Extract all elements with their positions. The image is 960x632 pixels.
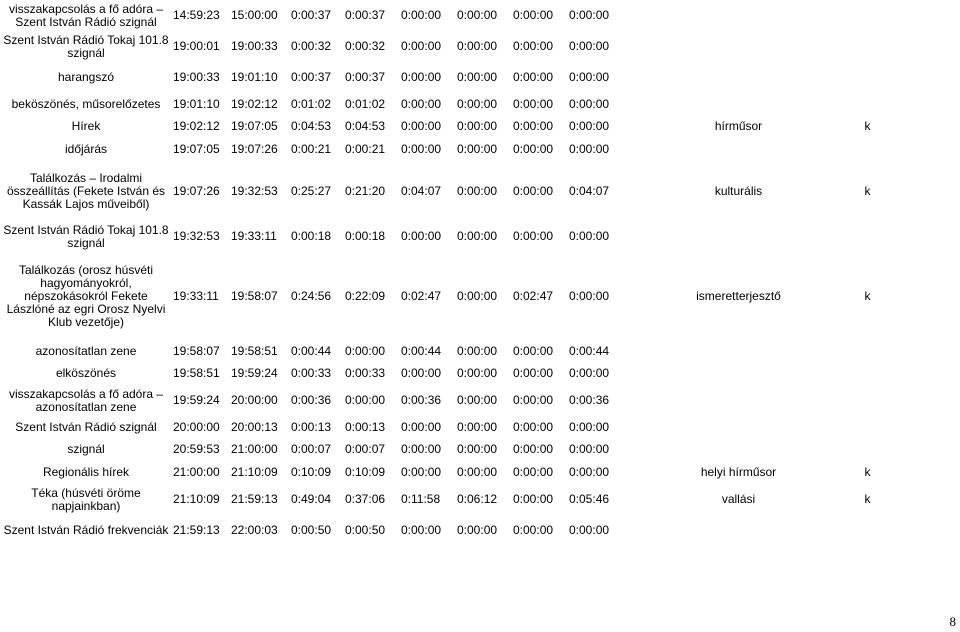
table-row (0, 138, 938, 161)
duration: 0:00:37 (291, 70, 332, 84)
duration: 0:10:09 (291, 465, 332, 479)
other-music-time: 0:00:00 (569, 96, 610, 111)
genre (680, 385, 797, 416)
duration: 0:04:53 (291, 119, 332, 133)
genre (680, 438, 797, 461)
european-music-time: 0:00:00 (513, 8, 554, 22)
speech-time: 0:00:00 (345, 343, 386, 358)
european-music-time: 0:00:00 (513, 70, 554, 84)
table-row (0, 515, 938, 546)
speech-time: 0:21:20 (345, 183, 386, 198)
speech-time: 0:22:09 (345, 288, 386, 303)
category-flag (797, 138, 938, 161)
european-music-time: 0:00:00 (513, 465, 554, 479)
genre (680, 221, 797, 252)
duration: 0:00:18 (291, 229, 332, 243)
speech-time: 0:00:37 (345, 70, 386, 84)
category-flag (797, 416, 938, 438)
hungarian-music-time: 0:00:00 (457, 39, 498, 53)
european-music-time: 0:00:00 (513, 442, 554, 456)
hungarian-music-time: 0:00:00 (457, 343, 498, 358)
table-row (0, 31, 938, 62)
hungarian-music-time: 0:00:00 (457, 229, 498, 243)
genre: vallási (721, 492, 756, 506)
duration: 0:49:04 (291, 492, 332, 506)
start-time: 21:10:09 (173, 492, 220, 506)
start-time: 19:58:07 (173, 343, 220, 358)
speech-time: 0:00:00 (345, 393, 386, 407)
other-music-time: 0:00:00 (569, 39, 610, 53)
hungarian-music-time: 0:00:00 (457, 183, 498, 198)
end-time: 20:00:00 (231, 393, 278, 407)
music-time: 0:00:00 (401, 70, 442, 84)
duration: 0:25:27 (291, 183, 332, 198)
end-time: 19:02:12 (231, 96, 278, 111)
end-time: 19:58:51 (231, 343, 278, 358)
other-music-time: 0:00:00 (569, 142, 610, 156)
european-music-time: 0:00:00 (513, 39, 554, 53)
table-row (0, 416, 938, 438)
music-time: 0:00:36 (401, 393, 442, 407)
start-time: 19:07:05 (173, 142, 220, 156)
start-time: 21:00:00 (173, 465, 220, 479)
end-time: 15:00:00 (231, 8, 278, 22)
category-flag (797, 438, 938, 461)
page-number: 8 (949, 614, 956, 629)
speech-time: 0:00:13 (345, 419, 386, 434)
start-time: 14:59:23 (173, 8, 220, 22)
end-time: 19:01:10 (231, 70, 278, 84)
genre (680, 362, 797, 385)
end-time: 19:00:33 (231, 39, 278, 53)
music-time: 0:00:00 (401, 523, 442, 537)
start-time: 19:02:12 (173, 119, 220, 133)
end-time: 21:00:00 (231, 442, 278, 456)
end-time: 19:58:07 (231, 288, 278, 303)
music-time: 0:00:00 (401, 366, 442, 380)
music-time: 0:00:00 (401, 419, 442, 434)
other-music-time: 0:00:00 (569, 442, 610, 456)
speech-time: 0:00:33 (345, 366, 386, 380)
end-time: 19:32:53 (231, 183, 278, 198)
table-row (0, 93, 938, 115)
category-flag (797, 385, 938, 416)
hungarian-music-time: 0:00:00 (457, 419, 498, 434)
other-music-time: 0:00:00 (569, 465, 610, 479)
music-time: 0:00:00 (401, 465, 442, 479)
other-music-time: 0:00:36 (569, 393, 610, 407)
other-music-time: 0:00:00 (569, 70, 610, 84)
other-music-time: 0:00:44 (569, 343, 610, 358)
table-row (0, 0, 938, 31)
category-flag (797, 0, 938, 31)
hungarian-music-time: 0:00:00 (457, 142, 498, 156)
table-row (0, 362, 938, 385)
speech-time: 0:00:32 (345, 39, 386, 53)
program-title: szignál (67, 442, 105, 456)
start-time: 19:07:26 (173, 183, 220, 198)
category-flag (797, 93, 938, 115)
start-time: 19:00:01 (173, 39, 220, 53)
start-time: 19:58:51 (173, 366, 220, 380)
start-time: 19:32:53 (173, 229, 220, 243)
table-row (0, 385, 938, 416)
duration: 0:24:56 (291, 288, 332, 303)
program-title: visszakapcsolás a fő adóra – azonosítatlan zene (8, 386, 164, 414)
genre: ismeretterjesztő (696, 288, 781, 303)
table-row (0, 438, 938, 461)
european-music-time: 0:02:47 (513, 288, 554, 303)
european-music-time: 0:00:00 (513, 419, 554, 434)
music-time: 0:02:47 (401, 288, 442, 303)
start-time: 19:33:11 (173, 288, 219, 303)
end-time: 22:00:03 (231, 523, 278, 537)
hungarian-music-time: 0:00:00 (457, 366, 498, 380)
european-music-time: 0:00:00 (513, 229, 554, 243)
other-music-time: 0:00:00 (569, 288, 610, 303)
category-flag (797, 31, 938, 62)
other-music-time: 0:00:00 (569, 419, 610, 434)
table-row (0, 115, 938, 138)
european-music-time: 0:00:00 (513, 119, 554, 133)
music-time: 0:00:00 (401, 96, 442, 111)
other-music-time: 0:05:46 (569, 492, 610, 506)
other-music-time: 0:00:00 (569, 366, 610, 380)
program-title: elköszönés (55, 366, 117, 380)
genre: kulturális (714, 183, 763, 198)
other-music-time: 0:04:07 (569, 183, 610, 198)
duration: 0:00:36 (291, 393, 332, 407)
duration: 0:00:33 (291, 366, 332, 380)
duration: 0:00:44 (291, 343, 332, 358)
category-flag (797, 340, 938, 362)
music-time: 0:00:00 (401, 442, 442, 456)
table-row (0, 484, 938, 515)
european-music-time: 0:00:00 (513, 142, 554, 156)
program-title: Szent István Rádió Tokaj 101.8 szignál (3, 32, 169, 60)
genre: helyi hírműsor (700, 465, 777, 479)
category-flag (797, 362, 938, 385)
genre: hírműsor (714, 119, 763, 133)
other-music-time: 0:00:00 (569, 523, 610, 537)
start-time: 19:01:10 (173, 96, 220, 111)
genre (680, 138, 797, 161)
european-music-time: 0:00:00 (513, 96, 554, 111)
category-flag: k (864, 183, 871, 198)
european-music-time: 0:00:00 (513, 343, 554, 358)
other-music-time: 0:00:00 (569, 8, 610, 22)
duration: 0:00:07 (291, 442, 332, 456)
start-time: 20:00:00 (173, 419, 220, 434)
hungarian-music-time: 0:00:00 (457, 119, 498, 133)
speech-time: 0:10:09 (345, 465, 386, 479)
program-title: harangszó (57, 70, 115, 84)
program-title: Szent István Rádió frekvenciák (3, 523, 169, 537)
start-time: 19:00:33 (173, 70, 220, 84)
category-flag: k (864, 119, 871, 133)
end-time: 21:59:13 (231, 492, 278, 506)
hungarian-music-time: 0:00:00 (457, 442, 498, 456)
program-title: visszakapcsolás a fő adóra – Szent István Rádió szignál (8, 1, 164, 29)
hungarian-music-time: 0:00:00 (457, 70, 498, 84)
duration: 0:00:37 (291, 8, 332, 22)
music-time: 0:04:07 (401, 183, 442, 198)
speech-time: 0:04:53 (345, 119, 386, 133)
speech-time: 0:37:06 (345, 492, 386, 506)
program-title: Regionális hírek (42, 465, 130, 479)
program-title: Hírek (71, 119, 101, 133)
music-time: 0:00:00 (401, 229, 442, 243)
category-flag (797, 62, 938, 93)
table-row (0, 461, 938, 484)
end-time: 19:59:24 (231, 366, 278, 380)
category-flag: k (864, 492, 871, 506)
speech-time: 0:01:02 (345, 96, 386, 111)
music-time: 0:00:00 (401, 8, 442, 22)
speech-time: 0:00:21 (345, 142, 386, 156)
european-music-time: 0:00:00 (513, 393, 554, 407)
european-music-time: 0:00:00 (513, 523, 554, 537)
category-flag (797, 221, 938, 252)
speech-time: 0:00:37 (345, 8, 386, 22)
music-time: 0:00:00 (401, 119, 442, 133)
program-title: beköszönés, műsorelőzetes (11, 96, 161, 111)
program-title: Szent István Rádió szignál (15, 419, 157, 434)
program-title: időjárás (64, 142, 108, 156)
hungarian-music-time: 0:00:00 (457, 523, 498, 537)
music-time: 0:11:58 (401, 492, 441, 506)
program-title: Szent István Rádió Tokaj 101.8 szignál (3, 222, 169, 250)
end-time: 19:33:11 (231, 229, 277, 243)
genre (680, 93, 797, 115)
table-row (0, 340, 938, 362)
program-title: Találkozás – Irodalmi összeállítás (Fekete István és Kassák Lajos műveiből) (6, 170, 166, 211)
hungarian-music-time: 0:00:00 (457, 465, 498, 479)
hungarian-music-time: 0:00:00 (457, 8, 498, 22)
table-row (0, 62, 938, 93)
hungarian-music-time: 0:00:00 (457, 96, 498, 111)
end-time: 20:00:13 (231, 419, 278, 434)
duration: 0:00:13 (291, 419, 332, 434)
start-time: 20:59:53 (173, 442, 220, 456)
hungarian-music-time: 0:00:00 (457, 288, 498, 303)
genre (680, 515, 797, 546)
table-row (0, 252, 938, 340)
table-row (0, 221, 938, 252)
category-flag: k (864, 288, 871, 303)
duration: 0:00:32 (291, 39, 332, 53)
start-time: 21:59:13 (173, 523, 220, 537)
category-flag (797, 515, 938, 546)
program-title: azonosítatlan zene (35, 343, 137, 358)
european-music-time: 0:00:00 (513, 492, 554, 506)
end-time: 21:10:09 (231, 465, 278, 479)
category-flag: k (864, 465, 871, 479)
speech-time: 0:00:07 (345, 442, 386, 456)
hungarian-music-time: 0:00:00 (457, 393, 498, 407)
european-music-time: 0:00:00 (513, 366, 554, 380)
end-time: 19:07:05 (231, 119, 278, 133)
duration: 0:00:21 (291, 142, 332, 156)
music-time: 0:00:00 (401, 142, 442, 156)
duration: 0:01:02 (291, 96, 332, 111)
genre (680, 62, 797, 93)
hungarian-music-time: 0:06:12 (457, 492, 498, 506)
program-title: Téka (húsvéti öröme napjainkban) (31, 485, 141, 513)
genre (680, 31, 797, 62)
other-music-time: 0:00:00 (569, 229, 610, 243)
speech-time: 0:00:50 (345, 523, 386, 537)
genre (680, 0, 797, 31)
music-time: 0:00:00 (401, 39, 442, 53)
program-title: Találkozás (orosz húsvéti hagyományokról, népszokásokról Fekete Lászlóné az egri Orosz Nyelvi Klub vezetője) (6, 262, 166, 329)
duration: 0:00:50 (291, 523, 332, 537)
music-time: 0:00:44 (401, 343, 442, 358)
genre (680, 340, 797, 362)
table-row (0, 161, 938, 221)
speech-time: 0:00:18 (345, 229, 386, 243)
european-music-time: 0:00:00 (513, 183, 554, 198)
end-time: 19:07:26 (231, 142, 278, 156)
genre (680, 416, 797, 438)
other-music-time: 0:00:00 (569, 119, 610, 133)
start-time: 19:59:24 (173, 393, 220, 407)
